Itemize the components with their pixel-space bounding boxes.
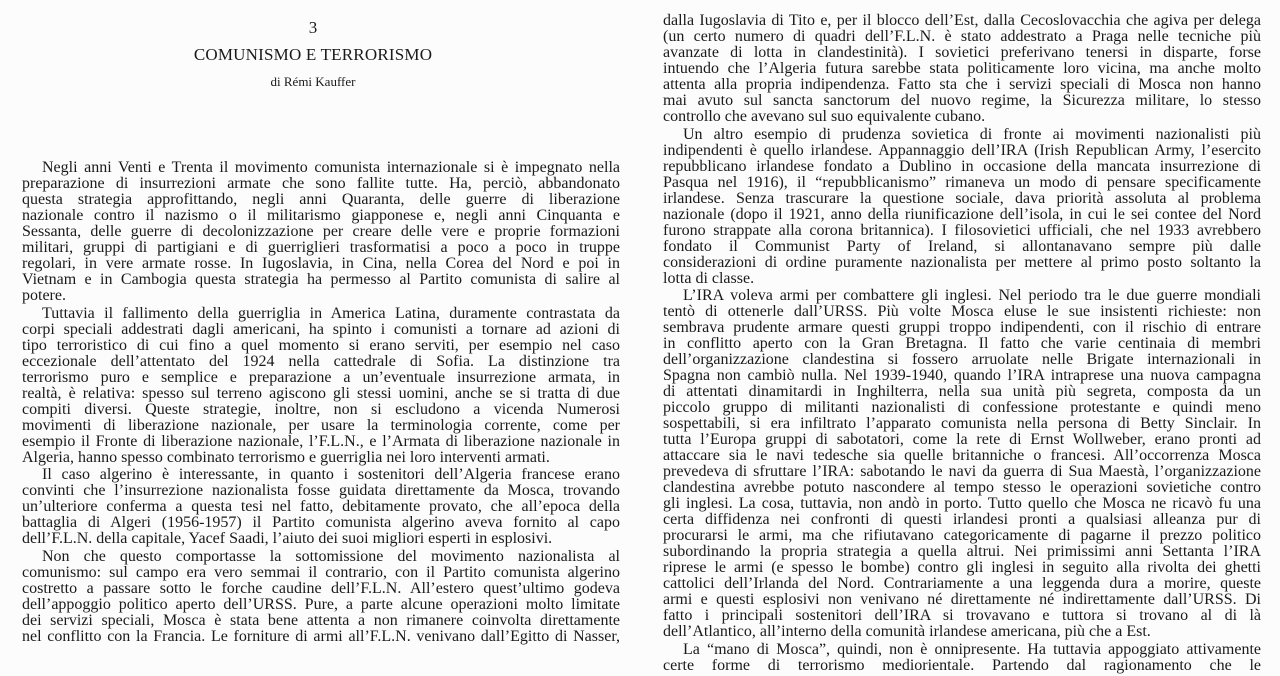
text-line: convinti che l’insurrezione nazionalista fosse guidata direttamente da Mosca, trovando (22, 482, 620, 499)
text-line: furono strappate alla corona britannica). I filosovietici ufficiali, che nel 1933 avrebbero (663, 221, 1261, 239)
paragraph (22, 161, 620, 305)
text-line: dalla Iugoslavia di Tito e, per il blocco dell’Est, dalla Cecoslovacchia che agiva per delega (663, 12, 1261, 29)
text-line: compiti diversi. Queste strategie, inoltre, non si escludono a vicenda Numerosi (22, 400, 620, 418)
chapter-number: 3 (308, 18, 318, 37)
text-line: dell’Atlantico, all’interno della comunità irlandese americana, più che a Est. (663, 623, 1151, 640)
text-line: Algeria, hanno spesso combinato terrorismo e guerriglia nei loro interventi armati. (22, 448, 550, 466)
text-line: armi e questi esplosivi non venivano né direttamente né indirettamente dall’URSS. Di (663, 591, 1261, 608)
text-line: controllo che avevano sul suo equivalente cubano. (663, 108, 986, 125)
paragraph (22, 304, 620, 467)
text-line: preparazione di insurrezioni armate che sono fallite tutte. Ha, perciò, abbandonato (22, 175, 620, 192)
text-line: dei servizi speciali, Mosca è stata bene attenta a non rimanere coinvolta direttamente (22, 611, 620, 629)
text-line: di attentati dinamitardi in Inghilterra, nella sua unità più segreta, composta da un (663, 383, 1261, 400)
text-line: esempio il Fronte di liberazione nazionale, l’F.L.N., e l’Armata di liberazione nazionale in (22, 432, 620, 450)
text-line: prevedeva di sfruttare l’IRA: sabotando le navi da guerra di Sua Maestà, l’organizzazione (663, 463, 1261, 480)
text-line: attenta alla propria indipendenza. Fatto sta che i servizi speciali di Mosca non hanno (663, 76, 1261, 93)
text-line: in conflitto aperto con la Gran Bretagna. Il fatto che varie centinaia di membri (663, 335, 1261, 352)
text-line: procurarsi le armi, ma che rifiutavano categoricamente di pagarne il prezzo politico (663, 527, 1261, 544)
text-line: Un altro esempio di prudenza sovietica di fronte ai movimenti nazionalisti più (683, 125, 1261, 143)
chapter-author: di Rémi Kauffer (270, 74, 356, 89)
paragraph (22, 547, 620, 646)
text-line: realtà, è relativa: spesso sul terreno agiscono gli stessi uomini, anche se si tratta di due (22, 384, 620, 402)
text-line: nel conflitto con la Francia. Le forniture di armi all’F.L.N. venivano dall’Egitto di Nasser, (22, 627, 620, 645)
text-line: Pasqua nel 1916), il “repubblicanismo” rimaneva un modo di pensare specificamente (663, 173, 1261, 191)
text-line: un’ulteriore conferma a questa tesi nel fatto, debitamente provato, che all’epoca della (22, 498, 620, 515)
text-line: nazionale (dopo il 1921, anno della riunificazione dell’isola, in cui le sei contee del Nord (663, 205, 1261, 223)
text-line: Spagna non cambiò nulla. Nel 1939-1940, quando l’IRA intraprese una nuova campagna (663, 367, 1261, 384)
text-line: eccezionale dell’attentato del 1924 nella cattedrale di Sofia. La distinzione tra (22, 352, 620, 370)
text-line: corpi speciali addestrati dagli americani, ha spinto i comunisti a tornare ad azioni di (22, 320, 620, 338)
text-line: La “mano di Mosca”, quindi, non è onnipresente. Ha tuttavia appoggiato attivamente (683, 640, 1261, 658)
text-line: potere. (22, 287, 66, 304)
text-line: intuendo che l’Algeria futura sarebbe stata politicamente loro vicina, ma anche molto (663, 60, 1261, 77)
text-line: tutta l’Europa gruppi di sabotatori, come la rete di Ernst Wollweber, erano pronti ad (663, 431, 1261, 448)
text-line: Sessanta, delle guerre di decolonizzazione per creare delle vere e proprie formazioni (22, 223, 620, 240)
text-line: considerazioni di ordine puramente nazionalista per mettere al primo posto soltanto la (663, 253, 1261, 271)
text-line: movimenti di liberazione nazionale, per usare la terminologia corrente, come per (22, 416, 620, 434)
text-line: attaccare sia le navi tedesche sia quelle britanniche o francesi. All’occorrenza Mosca (663, 447, 1261, 464)
text-line: dell’appoggio politico aperto dell’URSS. Pure, a parte alcune operazioni molto limitate (22, 595, 620, 613)
text-line: terrorismo puro e semplice e preparazione a un’eventuale insurrezione armata, in (22, 368, 620, 386)
text-line: tipo terroristico di cui fino a quel momento si erano serviti, per esempio nel caso (22, 336, 620, 354)
text-line: gli inglesi. La cosa, tuttavia, non andò in porto. Tutto quello che Mosca ne ricavò fu una (663, 495, 1261, 512)
text-line: certa diffidenza nei confronti di questi irlandesi pronti a qualsiasi alleanza pur di (663, 511, 1261, 528)
text-line: Non che questo comportasse la sottomissione del movimento nazionalista al (42, 547, 620, 565)
text-line: tentò di ottenerle dall’URSS. Più volte Mosca eluse le sue insistenti richieste: non (663, 303, 1261, 320)
text-line: clandestina avrebbe potuto nascondere al tempo stesso le operazioni sovietiche contro (663, 479, 1261, 496)
text-line: Il caso algerino è interessante, in quanto i sostenitori dell’Algeria francese erano (42, 466, 620, 483)
text-line: battaglia di Algeri (1956-1957) il Partito comunista algerino aveva fornito al capo (22, 514, 620, 531)
text-line: militari, gruppi di partigiani e di guerriglieri trasformatisi a poco a poco in truppe (22, 239, 620, 256)
text-line: costretto a passare sotto le forche caudine dell’F.L.N. All’estero quest’ultimo godeva (22, 579, 620, 597)
text-line: lotta di classe. (663, 269, 755, 287)
paragraph (663, 125, 1261, 288)
text-line: indipendenti è quello irlandese. Appannaggio dell’IRA (Irish Republican Army, l’esercito (663, 141, 1261, 159)
text-line: piccolo gruppo di militanti nazionalisti di confessione protestante e quindi meno (663, 399, 1261, 416)
chapter-title: COMUNISMO E TERRORISMO (193, 45, 433, 64)
text-line: subordinando la propria strategia a quella altrui. Nei primissimi anni Settanta l’IRA (663, 543, 1261, 560)
text-line: avanzate di lotta in clandestinità). I sovietici preferivano tenersi in disparte, forse (663, 44, 1261, 61)
left-text-column (22, 161, 620, 647)
text-line: L’IRA voleva armi per combattere gli inglesi. Nel periodo tra le due guerre mondiali (683, 287, 1261, 304)
paragraph (663, 289, 1261, 641)
text-line: dell’organizzazione clandestina si fossero arruolate nelle Brigate internazionali in (663, 351, 1261, 368)
text-line: sospettabili, si era infiltrato l’apparato comunista nella persona di Betty Sinclair. In (663, 415, 1261, 432)
text-line: questa strategia approfittando, negli anni Quaranta, delle guerre di liberazione (22, 191, 620, 208)
text-line: Negli anni Venti e Trenta il movimento comunista internazionale si è impegnato nella (42, 159, 620, 176)
text-line: mai avuto sul sancta sanctorum del nuovo regime, la Sicurezza militare, lo stesso (663, 92, 1261, 109)
text-line: nazionale contro il nazismo o il militarismo giapponese e, negli anni Cinquanta e (22, 207, 620, 224)
text-line: fondato il Communist Party of Ireland, si allontanavano sempre più dalle (663, 237, 1261, 255)
text-line: regolari, in vere armate rosse. In Iugoslavia, in Cina, nella Corea del Nord e poi in (22, 255, 620, 272)
right-text-column (663, 14, 1261, 676)
text-line: cattolici dell’Irlanda del Nord. Contrariamente a una leggenda dura a morire, queste (663, 575, 1261, 592)
text-line: Tuttavia il fallimento della guerriglia in America Latina, duramente contrastata da (42, 304, 620, 322)
text-line: comunismo: sul campo era vero semmai il contrario, con il Partito comunista algerino (22, 563, 620, 581)
paragraph (663, 14, 1261, 126)
paragraph (22, 468, 620, 548)
text-line: riprese le armi (e spesso le bombe) contro gli inglesi in seguito alla rivolta dei ghetti (663, 559, 1261, 576)
text-line: certe forme di terrorismo mediorientale. Partendo dal ragionamento che le (663, 656, 1261, 674)
text-line: repubblicano irlandese fondato a Dublino in occasione della mancata insurrezione di (663, 157, 1261, 175)
text-line: irlandese. Senza trascurare la questione sociale, dava priorità assoluta al problema (663, 189, 1261, 207)
text-line: sembrava prudente armare questi gruppi troppo indipendenti, con il rischio di entrare (663, 319, 1261, 336)
paragraph (663, 640, 1261, 675)
text-line: (un certo numero di quadri dell’F.L.N. è stato addestrato a Praga nelle tecniche più (663, 28, 1261, 45)
text-line: fatto i principali sostenitori dell’IRA si trovavano e tuttora si trovano al di là (663, 607, 1261, 624)
text-line: Vietnam e in Cambogia questa strategia ha permesso al Partito comunista di salire al (22, 271, 620, 288)
text-line: dell’F.L.N. della capitale, Yacef Saadi, l’aiuto dei suoi migliori esperti in esplosivi. (22, 530, 553, 547)
